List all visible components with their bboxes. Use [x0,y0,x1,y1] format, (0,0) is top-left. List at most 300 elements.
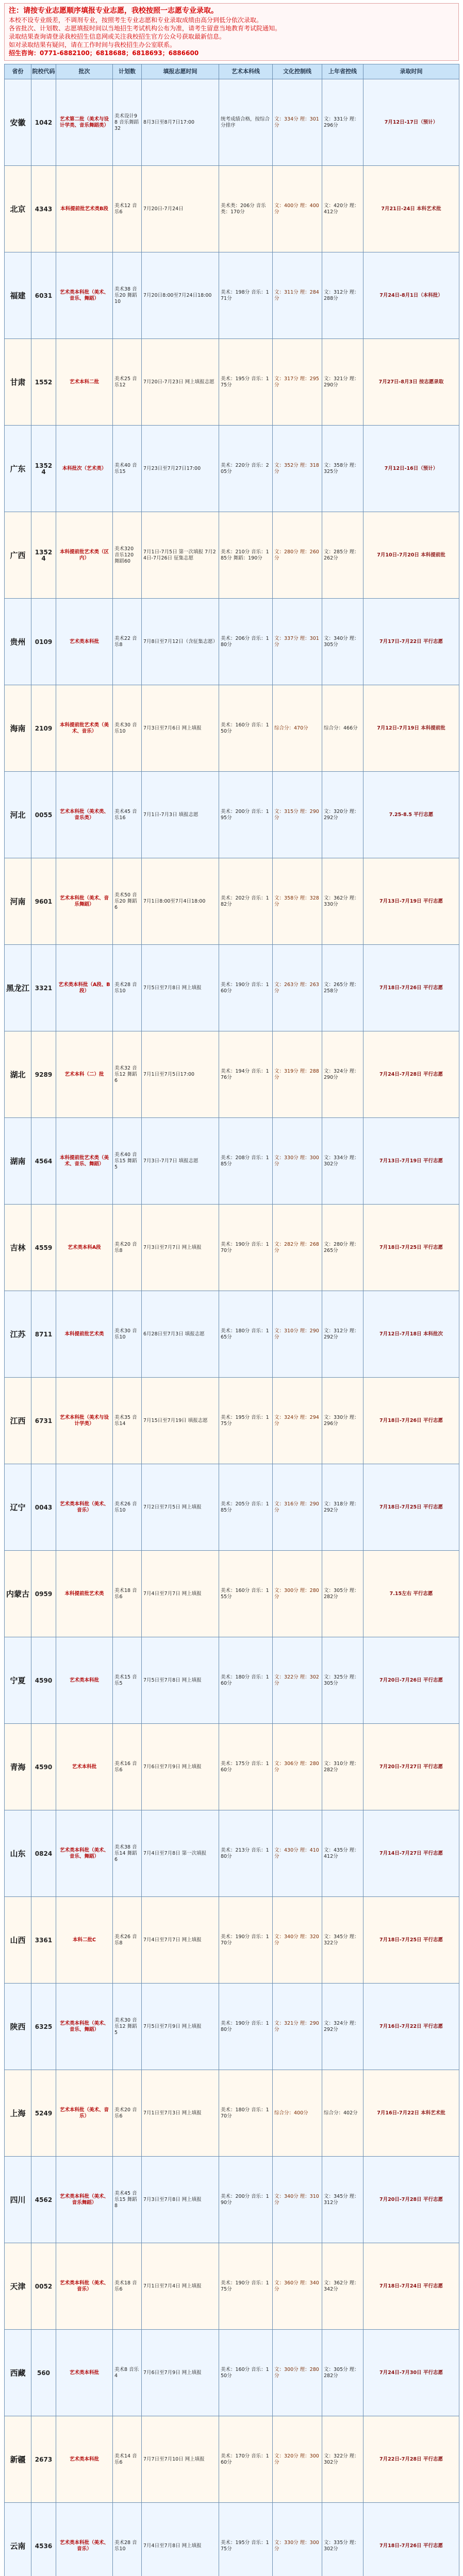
result-time-cell: 7月18日-7月24日 平行志愿 [363,2243,459,2330]
art-line-cell: 美术类：206分 音乐类：170分 [219,166,273,252]
province-cell: 黑龙江 [5,945,31,1031]
batch-cell: 艺术类本科批（美术、音乐、舞蹈） [56,1810,113,1897]
plan-cell: 美术40 音乐15 [113,426,142,512]
culture-line-cell: 文：340分 理：320分 [273,1897,322,1984]
header-result-time: 录取时间 [363,64,459,79]
plan-cell: 美术28 音乐10 [113,2503,142,2576]
school-code-cell: 13524 [31,512,56,599]
table-row [5,1984,459,2070]
prev-year-cell: 文：335分 理：302分 [322,2503,363,2576]
table-row [5,2503,459,2576]
result-time-cell: 7月20日-7月26日 平行志愿 [363,1637,459,1724]
notes-box [4,3,459,61]
notes-lines [9,16,454,49]
culture-line-cell: 文：300分 理：280分 [273,1551,322,1637]
prev-year-cell: 文：362分 理：342分 [322,2243,363,2330]
batch-cell: 本科提前批艺术类B段 [56,166,113,252]
plan-cell: 美术38 音乐20 舞蹈10 [113,252,142,339]
prev-year-cell: 文：285分 理：262分 [322,512,363,599]
province-cell: 上海 [5,2070,31,2157]
art-line-cell: 美术：210分 音乐：185分 舞蹈：190分 [219,512,273,599]
result-time-cell: 7月20日-7月28日 平行志愿 [363,2157,459,2243]
art-line-cell: 美术：208分 音乐：185分 [219,1118,273,1205]
batch-cell: 本科提前批艺术类（美术、音乐） [56,685,113,772]
school-code-cell: 4562 [31,2157,56,2243]
result-time-cell: 7月17日-7月22日 平行志愿 [363,599,459,685]
table-row [5,512,459,599]
culture-line-cell: 文：320分 理：300分 [273,2416,322,2503]
culture-line-cell: 文：330分 理：300分 [273,2503,322,2576]
result-time-cell: 7月12日-7月18日 本科批次 [363,1291,459,1378]
prev-year-cell: 文：318分 理：292分 [322,1464,363,1551]
header-province: 省份 [5,64,31,79]
province-cell: 江苏 [5,1291,31,1378]
batch-cell: 艺术本科（二）批 [56,1031,113,1118]
table-row [5,1810,459,1897]
prev-year-cell: 文：324分 理：292分 [322,1984,363,2070]
province-cell: 吉林 [5,1205,31,1291]
plan-cell: 美术20 音乐8 [113,1205,142,1291]
prev-year-cell: 文：330分 理：296分 [322,1378,363,1464]
table-header-row [5,64,459,79]
fill-time-cell: 7月8日至7月12日（含征集志愿） [142,599,219,685]
art-line-cell: 美术：205分 音乐：185分 [219,1464,273,1551]
fill-time-cell: 7月4日至7月7日 网上填报 [142,1897,219,1984]
fill-time-cell: 7月2日至7月5日 网上填报 [142,1464,219,1551]
result-time-cell: 7月18日-7月25日 平行志愿 [363,1897,459,1984]
batch-cell: 艺术类本科批（美术、音乐、舞蹈） [56,252,113,339]
table-row [5,1724,459,1810]
fill-time-cell: 8月3日至8月7日17:00 [142,79,219,166]
art-line-cell: 美术：180分 音乐：160分 [219,1637,273,1724]
table-row [5,2416,459,2503]
plan-cell: 美术28 音乐10 [113,945,142,1031]
art-line-cell: 美术：160分 音乐：150分 [219,685,273,772]
culture-line-cell: 文：317分 理：295分 [273,339,322,426]
fill-time-cell: 7月15日至7月19日 填报志愿 [142,1378,219,1464]
prev-year-cell: 文：325分 理：305分 [322,1637,363,1724]
header-culture-line: 文化控制线 [273,64,322,79]
province-cell: 内蒙古 [5,1551,31,1637]
plan-cell: 美术38 音乐14 舞蹈6 [113,1810,142,1897]
school-code-cell: 3361 [31,1897,56,1984]
table-row [5,685,459,772]
header-prev-year: 上年省控线 [322,64,363,79]
art-line-cell: 美术：180分 音乐：165分 [219,1291,273,1378]
header-code: 院校代码 [31,64,56,79]
school-code-cell: 5249 [31,2070,56,2157]
art-line-cell: 美术：190分 音乐：160分 [219,945,273,1031]
result-time-cell: 7月13日-7月19日 平行志愿 [363,858,459,945]
culture-line-cell: 文：358分 理：328分 [273,858,322,945]
province-cell: 福建 [5,252,31,339]
plan-cell: 美术30 音乐10 [113,1291,142,1378]
province-cell: 四川 [5,2157,31,2243]
culture-line-cell: 文：263分 理：263分 [273,945,322,1031]
plan-cell: 美术320 音乐120 舞蹈60 [113,512,142,599]
culture-line-cell: 文：319分 理：288分 [273,1031,322,1118]
result-time-cell: 7月24日-7月30日 平行志愿 [363,2330,459,2416]
result-time-cell: 7月16日-7月22日 平行志愿 [363,1984,459,2070]
plan-cell: 美术8 音乐4 [113,2330,142,2416]
batch-cell: 艺术类本科批（A段、B段） [56,945,113,1031]
result-time-cell: 7月18日-7月26日 平行志愿 [363,945,459,1031]
header-art-line: 艺术本科线 [219,64,273,79]
art-line-cell: 美术：220分 音乐：205分 [219,426,273,512]
culture-line-cell: 文：334分 理：301分 [273,79,322,166]
school-code-cell: 0959 [31,1551,56,1637]
batch-cell: 艺术本科二批 [56,339,113,426]
plan-cell: 美术30 音乐12 舞蹈5 [113,1984,142,2070]
art-line-cell: 美术：195分 音乐：175分 [219,339,273,426]
notes-headline: 注：请按专业志愿顺序填报专业志愿，我校按照一志愿专业录取。 [9,7,218,15]
result-time-cell: 7月10日-7月20日 本科提前批 [363,512,459,599]
prev-year-cell: 文：305分 理：282分 [322,1551,363,1637]
table-row [5,2070,459,2157]
prev-year-cell: 文：420分 理：412分 [322,166,363,252]
school-code-cell: 4564 [31,1118,56,1205]
fill-time-cell: 7月4日至7月8日 网上填报 [142,2503,219,2576]
province-cell: 青海 [5,1724,31,1810]
fill-time-cell: 6月28日至7月3日 填报志愿 [142,1291,219,1378]
batch-cell: 艺术类本科批（美术、音乐舞蹈） [56,2157,113,2243]
table-row [5,945,459,1031]
school-code-cell: 13524 [31,426,56,512]
province-cell: 天津 [5,2243,31,2330]
batch-cell: 艺术本科批（美术类、音乐类） [56,772,113,858]
table-row [5,79,459,166]
province-cell: 山东 [5,1810,31,1897]
result-time-cell: 7月27日-8月3日 按志愿录取 [363,339,459,426]
plan-cell: 美术50 音乐20 舞蹈6 [113,858,142,945]
table-row [5,1205,459,1291]
table-row [5,2330,459,2416]
school-code-cell: 0052 [31,2243,56,2330]
prev-year-cell: 文：358分 理：325分 [322,426,363,512]
school-code-cell: 9601 [31,858,56,945]
batch-cell: 艺术第二批（美术与设计学类、音乐舞蹈类） [56,79,113,166]
prev-year-cell: 文：345分 理：312分 [322,2157,363,2243]
province-cell: 辽宁 [5,1464,31,1551]
school-code-cell: 4590 [31,1637,56,1724]
school-code-cell: 4536 [31,2503,56,2576]
header-batch: 批次 [56,64,113,79]
school-code-cell: 560 [31,2330,56,2416]
admission-table-wrapper [4,64,459,2576]
batch-cell: 艺术类本科批（美术、音乐） [56,1464,113,1551]
plan-cell: 美术45 音乐16 [113,772,142,858]
result-time-cell: 7月22日-7月28日 平行志愿 [363,2416,459,2503]
art-line-cell: 美术：170分 音乐：160分 [219,2416,273,2503]
batch-cell: 艺术类本科A段 [56,1205,113,1291]
culture-line-cell: 文：315分 理：290分 [273,772,322,858]
plan-cell: 美术40 音乐15 舞蹈5 [113,1118,142,1205]
prev-year-cell: 文：280分 理：265分 [322,1205,363,1291]
prev-year-cell: 文：435分 理：412分 [322,1810,363,1897]
result-time-cell: 7月16日-7月22日 本科艺术批 [363,2070,459,2157]
fill-time-cell: 7月1日-7月5日 第一次填报 7月24日-7月26日 征集志愿 [142,512,219,599]
prev-year-cell: 文：320分 理：292分 [322,772,363,858]
school-code-cell: 6731 [31,1378,56,1464]
table-row [5,599,459,685]
art-line-cell: 美术：194分 音乐：176分 [219,1031,273,1118]
batch-cell: 本科二批C [56,1897,113,1984]
batch-cell: 艺术本科批（美术与设计学类） [56,1378,113,1464]
prev-year-cell: 综合分：466分 [322,685,363,772]
prev-year-cell: 文：305分 理：282分 [322,2330,363,2416]
art-line-cell: 美术：190分 音乐：175分 [219,2243,273,2330]
province-cell: 湖南 [5,1118,31,1205]
prev-year-cell: 文：334分 理：302分 [322,1118,363,1205]
province-cell: 云南 [5,2503,31,2576]
prev-year-cell: 文：324分 理：290分 [322,1031,363,1118]
school-code-cell: 1552 [31,339,56,426]
fill-time-cell: 7月7日至7月10日 网上填报 [142,2416,219,2503]
table-row [5,1637,459,1724]
batch-cell: 艺术类本科批 [56,599,113,685]
art-line-cell: 美术：190分 音乐：180分 [219,1984,273,2070]
province-cell: 广东 [5,426,31,512]
plan-cell: 美术22 音乐8 [113,599,142,685]
plan-cell: 美术30 音乐10 [113,685,142,772]
province-cell: 山西 [5,1897,31,1984]
art-line-cell: 美术：195分 音乐：175分 [219,2503,273,2576]
fill-time-cell: 7月1日8:00至7月4日18:00 [142,858,219,945]
result-time-cell: 7.15左右 平行志愿 [363,1551,459,1637]
province-cell: 西藏 [5,2330,31,2416]
fill-time-cell: 7月3日至7月6日 网上填报 [142,685,219,772]
fill-time-cell: 7月20日8:00至7月24日18:00 [142,252,219,339]
fill-time-cell: 7月5日至7月8日 网上填报 [142,1637,219,1724]
result-time-cell: 7月18日-7月25日 平行志愿 [363,1205,459,1291]
result-time-cell: 7月12日-17日（预计） [363,79,459,166]
plan-cell: 美术14 音乐6 [113,2416,142,2503]
culture-line-cell: 文：430分 理：410分 [273,1810,322,1897]
result-time-cell: 7月20日-7月27日 平行志愿 [363,1724,459,1810]
prev-year-cell: 文：322分 理：302分 [322,2416,363,2503]
province-cell: 北京 [5,166,31,252]
art-line-cell: 美术：160分 音乐：155分 [219,1551,273,1637]
batch-cell: 本科批次（艺术类） [56,426,113,512]
table-row [5,166,459,252]
contact-phone: 招生咨询：0771-6882100；6818688；6818693；6886600 [9,49,199,57]
batch-cell: 艺术类本科批（美术、音乐） [56,2503,113,2576]
table-row [5,858,459,945]
batch-cell: 艺术类本科批（美术、音乐、舞蹈） [56,1984,113,2070]
school-code-cell: 1042 [31,79,56,166]
art-line-cell: 美术：175分 音乐：160分 [219,1724,273,1810]
art-line-cell: 美术：180分 音乐：170分 [219,2070,273,2157]
batch-cell: 艺术本科批（美术、音乐） [56,2070,113,2157]
notes-line: 如对录取结果有疑问，请在工作时间与我校招生办公室联系。 [9,41,176,48]
province-cell: 海南 [5,685,31,772]
fill-time-cell: 7月6日至7月9日 网上填报 [142,2330,219,2416]
plan-cell: 美术12 音乐6 [113,166,142,252]
school-code-cell: 6031 [31,252,56,339]
province-cell: 河北 [5,772,31,858]
header-plan: 计划数 [113,64,142,79]
school-code-cell: 0055 [31,772,56,858]
result-time-cell: 7月14日-7月27日 平行志愿 [363,1810,459,1897]
culture-line-cell: 文：330分 理：300分 [273,1118,322,1205]
admission-table [4,64,459,2576]
culture-line-cell: 文：282分 理：268分 [273,1205,322,1291]
culture-line-cell: 文：340分 理：310分 [273,2157,322,2243]
art-line-cell: 美术：160分 音乐：150分 [219,2330,273,2416]
prev-year-cell: 文：340分 理：305分 [322,599,363,685]
plan-cell: 美术26 音乐10 [113,1464,142,1551]
culture-line-cell: 文：352分 理：318分 [273,426,322,512]
table-row [5,252,459,339]
table-row [5,426,459,512]
batch-cell: 艺术类本科批 [56,2330,113,2416]
school-code-cell: 4559 [31,1205,56,1291]
notes-line: 录取结果查询请登录我校招生信息网或关注我校招生官方公众号获取最新信息。 [9,33,226,40]
table-row [5,1378,459,1464]
province-cell: 安徽 [5,79,31,166]
art-line-cell: 统考成绩合格，按综合分排序 [219,79,273,166]
fill-time-cell: 7月1日至7月5日17:00 [142,1031,219,1118]
province-cell: 广西 [5,512,31,599]
fill-time-cell: 7月1日至7月4日 网上填报 [142,2243,219,2330]
culture-line-cell: 文：360分 理：340分 [273,2243,322,2330]
batch-cell: 本科提前批艺术类 [56,1551,113,1637]
school-code-cell: 3321 [31,945,56,1031]
table-row [5,772,459,858]
culture-line-cell: 文：316分 理：290分 [273,1464,322,1551]
fill-time-cell: 7月4日至7月7日 网上填报 [142,1551,219,1637]
art-line-cell: 美术：200分 音乐：190分 [219,2157,273,2243]
fill-time-cell: 7月3日至7月8日 网上填报 [142,2157,219,2243]
culture-line-cell: 文：300分 理：280分 [273,2330,322,2416]
culture-line-cell: 文：322分 理：302分 [273,1637,322,1724]
batch-cell: 艺术本科批（美术、音乐舞蹈） [56,858,113,945]
table-row [5,1031,459,1118]
batch-cell: 本科提前批艺术类 [56,1291,113,1378]
culture-line-cell: 文：280分 理：260分 [273,512,322,599]
art-line-cell: 美术：202分 音乐：182分 [219,858,273,945]
school-code-cell: 0824 [31,1810,56,1897]
table-row [5,1118,459,1205]
province-cell: 河南 [5,858,31,945]
art-line-cell: 美术：200分 音乐：195分 [219,772,273,858]
result-time-cell: 7月24日-7月28日 平行志愿 [363,1031,459,1118]
plan-cell: 美术18 音乐6 [113,2243,142,2330]
school-code-cell: 9289 [31,1031,56,1118]
table-row [5,339,459,426]
table-row [5,1464,459,1551]
province-cell: 甘肃 [5,339,31,426]
plan-cell: 美术35 音乐14 [113,1378,142,1464]
fill-time-cell: 7月6日至7月9日 网上填报 [142,1724,219,1810]
art-line-cell: 美术：213分 音乐：180分 [219,1810,273,1897]
batch-cell: 本科提前批艺术类（区内） [56,512,113,599]
plan-cell: 美术25 音乐12 [113,339,142,426]
result-time-cell: 7月12日-7月19日 本科提前批 [363,685,459,772]
plan-cell: 美术设计98 音乐舞蹈32 [113,79,142,166]
prev-year-cell: 文：345分 理：322分 [322,1897,363,1984]
prev-year-cell: 文：362分 理：330分 [322,858,363,945]
province-cell: 贵州 [5,599,31,685]
art-line-cell: 美术：190分 音乐：170分 [219,1205,273,1291]
header-fill-time: 填报志愿时间 [142,64,219,79]
batch-cell: 艺术类本科批 [56,2416,113,2503]
result-time-cell: 7月13日-7月19日 平行志愿 [363,1118,459,1205]
art-line-cell: 美术：195分 音乐：175分 [219,1378,273,1464]
prev-year-cell: 文：312分 理：292分 [322,1291,363,1378]
school-code-cell: 4343 [31,166,56,252]
culture-line-cell: 综合分：470分 [273,685,322,772]
table-body [5,79,459,2576]
prev-year-cell: 文：265分 理：258分 [322,945,363,1031]
culture-line-cell: 文：310分 理：290分 [273,1291,322,1378]
culture-line-cell: 文：311分 理：284分 [273,252,322,339]
school-code-cell: 0109 [31,599,56,685]
culture-line-cell: 文：324分 理：294分 [273,1378,322,1464]
table-row [5,1897,459,1984]
table-row [5,2243,459,2330]
result-time-cell: 7月21日-24日 本科艺术批 [363,166,459,252]
fill-time-cell: 7月23日至7月27日17:00 [142,426,219,512]
fill-time-cell: 7月5日至7月9日 网上填报 [142,1984,219,2070]
batch-cell: 艺术本科批 [56,1724,113,1810]
fill-time-cell: 7月4日至7月8日 第一次填报 [142,1810,219,1897]
plan-cell: 美术26 音乐8 [113,1897,142,1984]
province-cell: 湖北 [5,1031,31,1118]
art-line-cell: 美术：190分 音乐：170分 [219,1897,273,1984]
culture-line-cell: 文：321分 理：290分 [273,1984,322,2070]
province-cell: 新疆 [5,2416,31,2503]
province-cell: 江西 [5,1378,31,1464]
fill-time-cell: 7月3日至7月7日 网上填报 [142,1205,219,1291]
art-line-cell: 美术：198分 音乐：171分 [219,252,273,339]
culture-line-cell: 文：337分 理：301分 [273,599,322,685]
plan-cell: 美术18 音乐6 [113,1551,142,1637]
school-code-cell: 2109 [31,685,56,772]
province-cell: 宁夏 [5,1637,31,1724]
batch-cell: 本科提前批艺术类（美术、音乐、舞蹈） [56,1118,113,1205]
culture-line-cell: 综合分：400分 [273,2070,322,2157]
prev-year-cell: 综合分：402分 [322,2070,363,2157]
notes-line: 本校不设专业级差，不调剂专业，按照考生专业志愿和专业录取成绩由高分到低分依次录取。 [9,16,263,24]
notes-line: 各省批次、计划数、志愿填报时间以当地招生考试机构公布为准，请考生留意当地教育考试院通知。 [9,25,282,32]
plan-cell: 美术16 音乐6 [113,1724,142,1810]
result-time-cell: 7月18日-7月25日 平行志愿 [363,1464,459,1551]
prev-year-cell: 文：321分 理：290分 [322,339,363,426]
prev-year-cell: 文：312分 理：288分 [322,252,363,339]
culture-line-cell: 文：400分 理：400分 [273,166,322,252]
fill-time-cell: 7月1日至7月3日 网上填报 [142,2070,219,2157]
table-row [5,1551,459,1637]
school-code-cell: 6325 [31,1984,56,2070]
plan-cell: 美术20 音乐6 [113,2070,142,2157]
result-time-cell: 7.25-8.5 平行志愿 [363,772,459,858]
province-cell: 陕西 [5,1984,31,2070]
school-code-cell: 4590 [31,1724,56,1810]
fill-time-cell: 7月20日-7月24日 [142,166,219,252]
school-code-cell: 2673 [31,2416,56,2503]
school-code-cell: 8711 [31,1291,56,1378]
fill-time-cell: 7月20日-7月23日 网上填报志愿 [142,339,219,426]
plan-cell: 美术45 音乐15 舞蹈8 [113,2157,142,2243]
culture-line-cell: 文：306分 理：280分 [273,1724,322,1810]
school-code-cell: 0043 [31,1464,56,1551]
prev-year-cell: 文：310分 理：282分 [322,1724,363,1810]
batch-cell: 艺术类本科批（美术、音乐） [56,2243,113,2330]
result-time-cell: 7月12日-16日（预计） [363,426,459,512]
batch-cell: 艺术类本科批 [56,1637,113,1724]
art-line-cell: 美术：206分 音乐：180分 [219,599,273,685]
